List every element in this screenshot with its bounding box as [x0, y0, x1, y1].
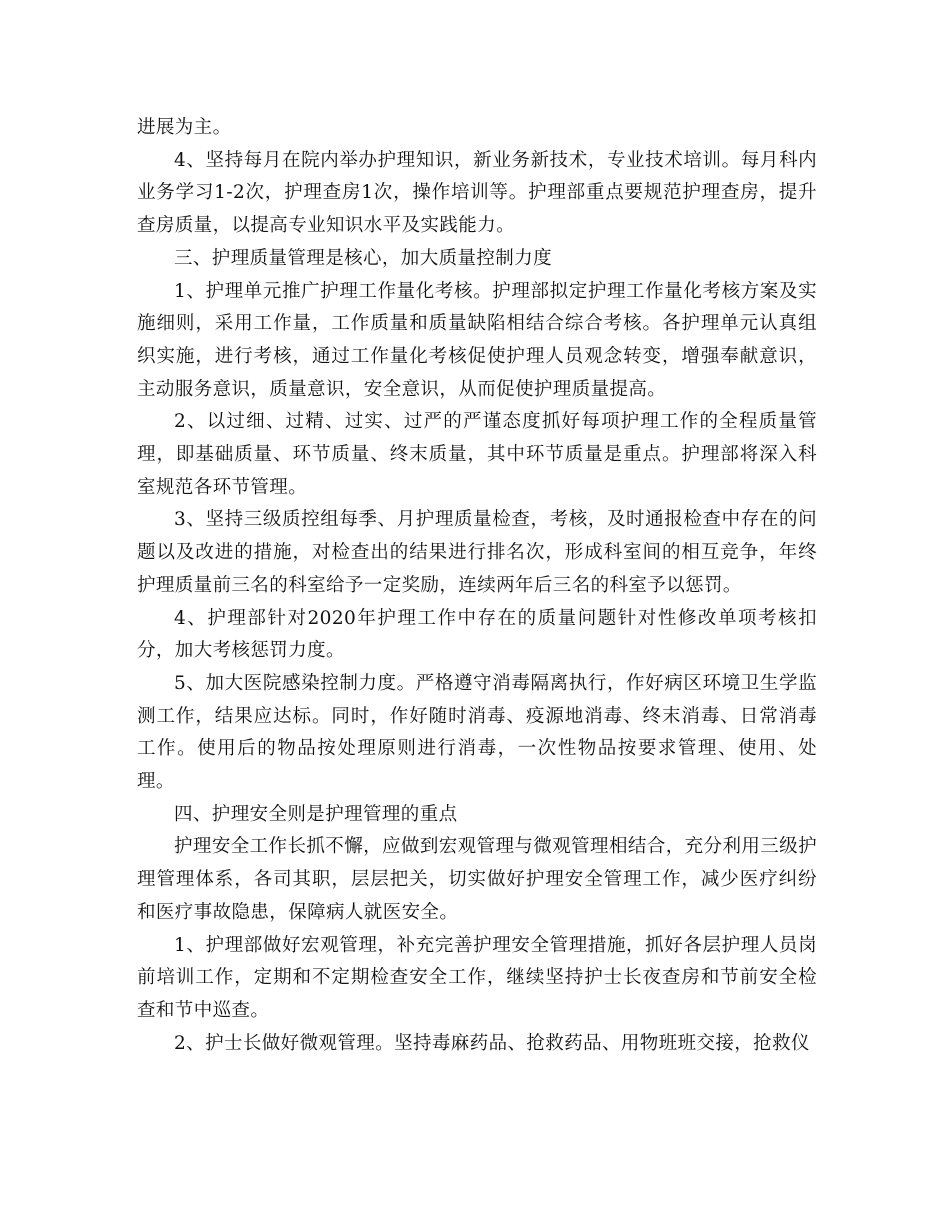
- paragraph-safety-overview: 护理安全工作长抓不懈，应做到宏观管理与微观管理相结合，充分利用三级护理管理体系，各司其职，层层把关，切实做好护理安全管理工作，减少医疗纠纷和医疗事故隐患，保障病人就医安全。: [137, 836, 817, 923]
- paragraph-continuation: 进展为主。: [137, 117, 232, 138]
- paragraph-quantified-assessment: 1、护理单元推广护理工作量化考核。护理部拟定护理工作量化考核方案及实施细则，采用工作量，工作质量和质量缺陷相结合综合考核。各护理单元认真组织实施，进行考核，通过工作量化考核促使护理人员观念转变，增强奉献意识，主动服务意识，质量意识，安全意识，从而促使护理质量提高。: [137, 280, 817, 400]
- section-heading-safety: 四、护理安全则是护理管理的重点: [174, 803, 458, 825]
- paragraph-quality-inspection: 3、坚持三级质控组每季、月护理质量检查，考核，及时通报检查中存在的问题以及改进的措施，对检查出的结果进行排名次，形成科室间的相互竞争，年终护理质量前三名的科室给予一定奖励，连续两年后三名的科室予以惩罚。: [137, 509, 817, 596]
- paragraph-micro-management: 2、护士长做好微观管理。坚持毒麻药品、抢救药品、用物班班交接，抢救仪: [174, 1032, 810, 1054]
- paragraph-macro-management: 1、护理部做好宏观管理，补充完善护理安全管理措施，抓好各层护理人员岗前培训工作，定期和不定期检查安全工作，继续坚持护士长夜查房和节前安全检查和节中巡查。: [137, 934, 817, 1021]
- document-body: [137, 112, 817, 1060]
- paragraph-infection-control: 5、加大医院感染控制力度。严格遵守消毒隔离执行，作好病区环境卫生学监测工作，结果应达标。同时，作好随时消毒、疫源地消毒、终末消毒、日常消毒工作。使用后的物品按处理原则进行消毒，一次性物品按要求管理、使用、处理。: [137, 672, 817, 793]
- paragraph-training: 4、坚持每月在院内举办护理知识，新业务新技术，专业技术培训。每月科内业务学习1-2次，护理查房1次，操作培训等。护理部重点要规范护理查房，提升查房质量，以提高专业知识水平及实践能力。: [137, 149, 817, 237]
- section-heading-quality: 三、护理质量管理是核心，加大质量控制力度: [174, 247, 553, 269]
- paragraph-assessment-penalty: 4、护理部针对2020年护理工作中存在的质量问题针对性修改单项考核扣分，加大考核惩罚力度。: [137, 607, 817, 662]
- paragraph-quality-management: 2、以过细、过精、过实、过严的严谨态度抓好每项护理工作的全程质量管理，即基础质量、环节质量、终末质量，其中环节质量是重点。护理部将深入科室规范各环节管理。: [137, 411, 817, 498]
